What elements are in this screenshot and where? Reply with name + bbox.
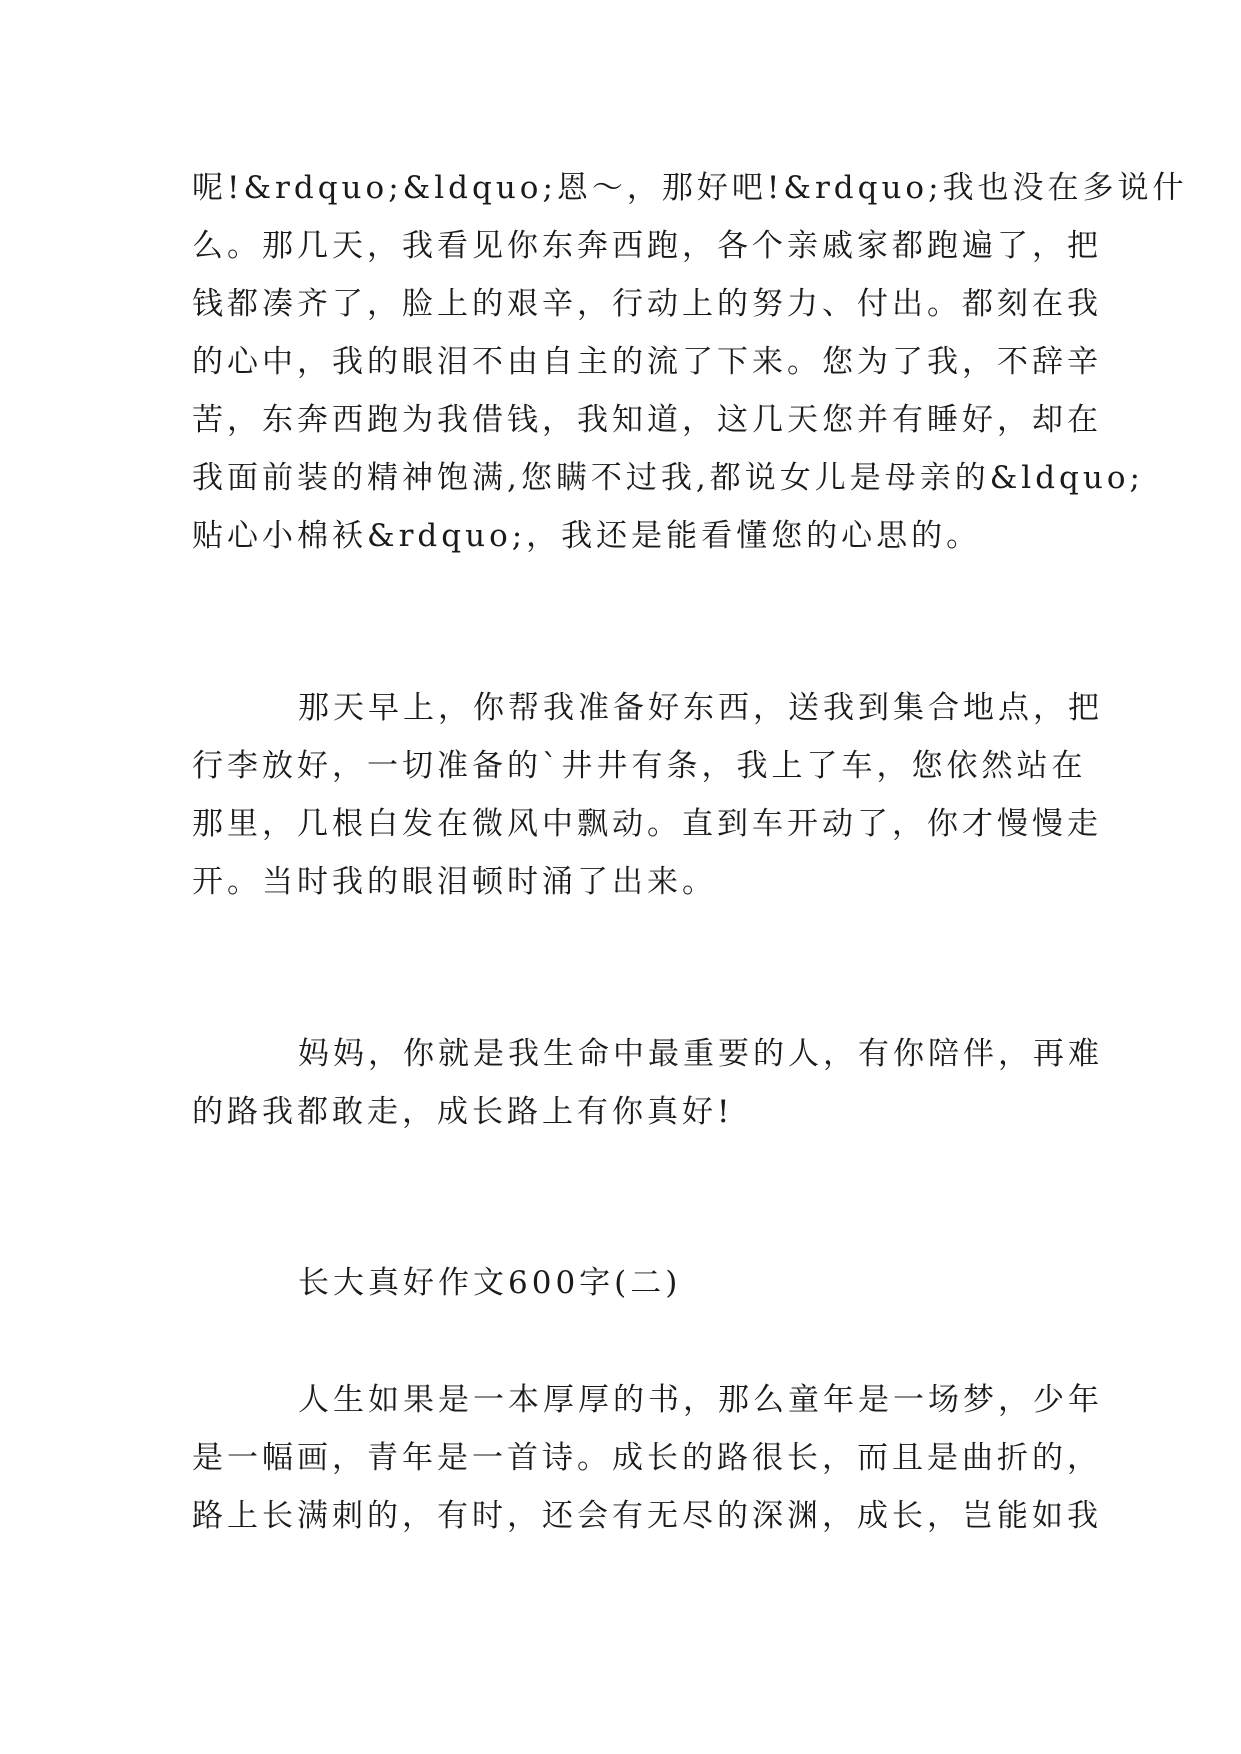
text-line: 我面前装的精神饱满,您瞒不过我,都说女儿是母亲的&ldquo; [192, 460, 1144, 496]
section-heading: 长大真好作文600字(二) [298, 1265, 682, 1301]
text-line: 那天早上，你帮我准备好东西，送我到集合地点，把 [298, 690, 1103, 726]
text-line: 呢!&rdquo;&ldquo;恩～，那好吧!&rdquo;我也没在多说什 [192, 170, 1188, 206]
text-line: 的路我都敢走，成长路上有你真好! [192, 1094, 734, 1130]
text-line: 贴心小棉袄&rdquo;，我还是能看懂您的心思的。 [192, 518, 982, 554]
text-line: 人生如果是一本厚厚的书，那么童年是一场梦，少年 [298, 1382, 1103, 1418]
text-line: 那里，几根白发在微风中飘动。直到车开动了，你才慢慢走 [192, 806, 1102, 842]
text-line: 妈妈，你就是我生命中最重要的人，有你陪伴，再难 [298, 1036, 1103, 1072]
text-line: 行李放好，一切准备的`井井有条，我上了车，您依然站在 [192, 748, 1087, 784]
text-line: 开。当时我的眼泪顿时涌了出来。 [192, 864, 717, 900]
text-line: 苦，东奔西跑为我借钱，我知道，这几天您并有睡好，却在 [192, 402, 1102, 438]
text-line: 么。那几天，我看见你东奔西跑，各个亲戚家都跑遍了，把 [192, 228, 1102, 264]
text-line: 是一幅画，青年是一首诗。成长的路很长，而且是曲折的， [192, 1440, 1102, 1476]
text-line: 路上长满刺的，有时，还会有无尽的深渊，成长，岂能如我 [192, 1498, 1102, 1534]
text-line: 钱都凑齐了，脸上的艰辛，行动上的努力、付出。都刻在我 [192, 286, 1102, 322]
text-line: 的心中，我的眼泪不由自主的流了下来。您为了我，不辞辛 [192, 344, 1102, 380]
